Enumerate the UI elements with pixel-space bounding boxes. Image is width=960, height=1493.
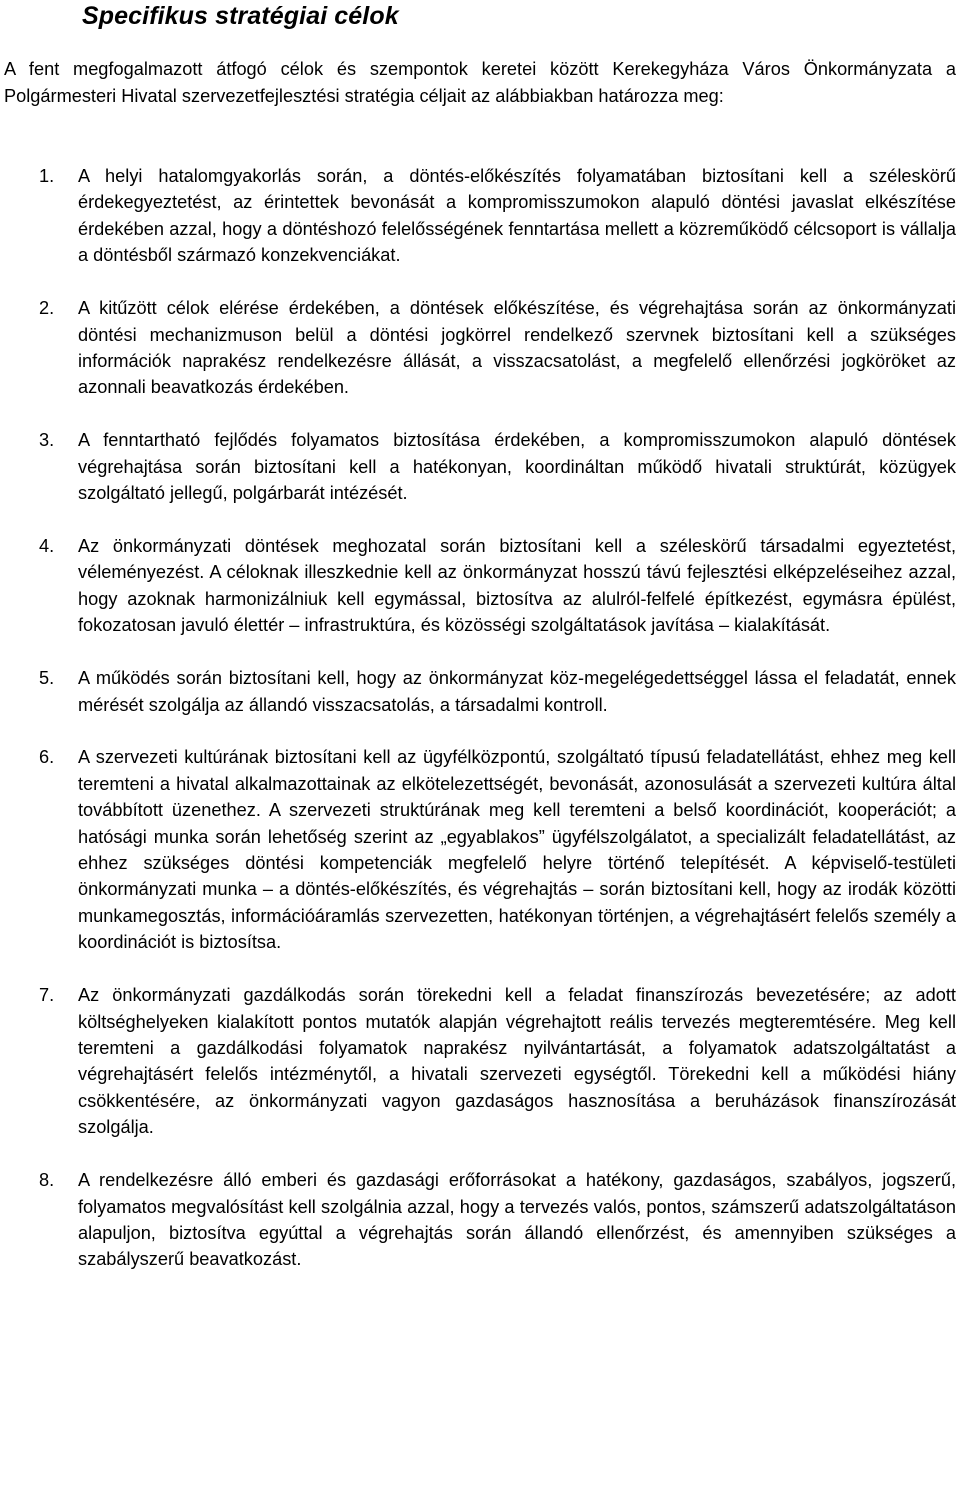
goal-number: 8.: [39, 1170, 55, 1191]
goal-item: [4, 533, 956, 639]
goal-number: 5.: [39, 668, 55, 689]
goal-text: A kitűzött célok elérése érdekében, a döntések előkészítése, és végrehajtása során az önkormányzati döntési mechanizmuson belül a döntési jogkörrel rendelkező szervnek biztosítani kell a szükséges információk naprakész rendelkezésre állását, a visszacsatolást, a megfelelő ellenőrzési jogköröket az azonnali beavatkozás érdekében.: [78, 298, 956, 398]
goal-item: [4, 427, 956, 506]
goal-item: [4, 1167, 956, 1273]
goal-item: [4, 295, 956, 401]
goal-text: Az önkormányzati döntések meghozatal során biztosítani kell a széleskörű társadalmi egyeztetést, véleményezést. A céloknak illeszkednie kell az önkormányzat hosszú távú fejlesztési elképzeléseihez azzal, hogy azoknak harmonizálniuk kell egymással, biztosítva az alulról-felfelé építkezést, egymásra épülést, fokozatosan javuló élettér – infrastruktúra, és közösségi szolgáltatások javítása – kialakítását.: [78, 535, 956, 636]
intro-paragraph: A fent megfogalmazott átfogó célok és szempontok keretei között Kerekegyháza Város Önkormányzata a Polgármesteri Hivatal szervezetfejlesztési stratégia céljait az alábbiakban határozza meg:: [4, 59, 956, 106]
goal-text: A szervezeti kultúrának biztosítani kell az ügyfélközpontú, szolgáltató típusú feladatellátást, ehhez meg kell teremteni a hivatal alkalmazottainak az elkötelezettségét, bevonását, azonosulását a szervezeti kultúra által továbbított üzenethez. A szervezeti struktúrának meg kell teremteni a belső koordinációt, kooperációt; a hatósági munka során lehetőség szerint az „egyablakos” ügyfélszolgálatot, a specializált feladatellátást, az ehhez szükséges döntési kompetenciák megfelelő helyre történő telepítését. A képviselő-testületi önkormányzati munka – a döntés-előkészítés, és végrehajtás – során biztosítani kell, hogy az irodák közötti munkamegosztás, információáramlás szervezetten, hatékonyan történjen, a végrehajtásért felelős személy a koordinációt is biztosítsa.: [78, 747, 956, 953]
goal-number: 2.: [39, 298, 55, 319]
goal-number: 1.: [39, 166, 55, 186]
goal-text: A fenntartható fejlődés folyamatos biztosítása érdekében, a kompromisszumokon alapuló döntések végrehajtása során biztosítani kell a hatékonyan, koordináltan működő hivatali struktúrát, közügyek szolgáltató jellegű, polgárbarát intézését.: [78, 430, 956, 504]
goal-text: A helyi hatalomgyakorlás során, a döntés-előkészítés folyamatában biztosítani kell a széleskörű érdekegyeztetést, az érintettek bevonását a kompromisszumokon alapuló döntési javaslat elkészítése érdekében azzal, hogy a döntéshozó felelősségének fenntartása mellett a közreműködő célcsoport is vállalja a döntésből származó konzekvenciákat.: [78, 166, 956, 266]
goals-list: [4, 163, 956, 1299]
goal-item: [4, 665, 956, 718]
goal-text: A rendelkezésre álló emberi és gazdasági erőforrásokat a hatékony, gazdaságos, szabályos, jogszerű, folyamatos megvalósítást kell szolgálnia azzal, hogy a tervezés valós, pontos, számszerű adatszolgáltatáson alapuljon, biztosítva egyúttal a végrehajtás során állandó ellenőrzést, és amennyiben szükséges a szabályszerű beavatkozást.: [78, 1170, 956, 1270]
goal-text: Az önkormányzati gazdálkodás során törekedni kell a feladat finanszírozás bevezetésére; az adott költséghelyeken kialakított pontos mutatók alapján végrehajtott reális tervezés megteremtésére. Meg kell teremteni a gazdálkodási folyamatok naprakész nyilvántartását, a folyamatok adatszolgáltatást a végrehajtásért felelős intézménytől, a hivatali szervezeti egységtől. Törekedni kell a működési hiány csökkentésére, az önkormányzati vagyon gazdaságos hasznosítása a beruházások finanszírozását szolgálja.: [78, 985, 956, 1138]
goal-number: 3.: [39, 430, 55, 451]
goal-text: A működés során biztosítani kell, hogy az önkormányzat köz-megelégedettséggel lássa el feladatát, ennek mérését szolgálja az állandó visszacsatolás, a társadalmi kontroll.: [78, 668, 956, 715]
goal-item: [4, 163, 956, 269]
goal-number: 4.: [39, 535, 55, 556]
goal-number: 7.: [39, 985, 55, 1006]
page-title: Specifikus stratégiai célok: [82, 2, 399, 30]
goal-item: [4, 744, 956, 955]
goal-number: 6.: [39, 747, 55, 768]
goal-item: [4, 982, 956, 1140]
